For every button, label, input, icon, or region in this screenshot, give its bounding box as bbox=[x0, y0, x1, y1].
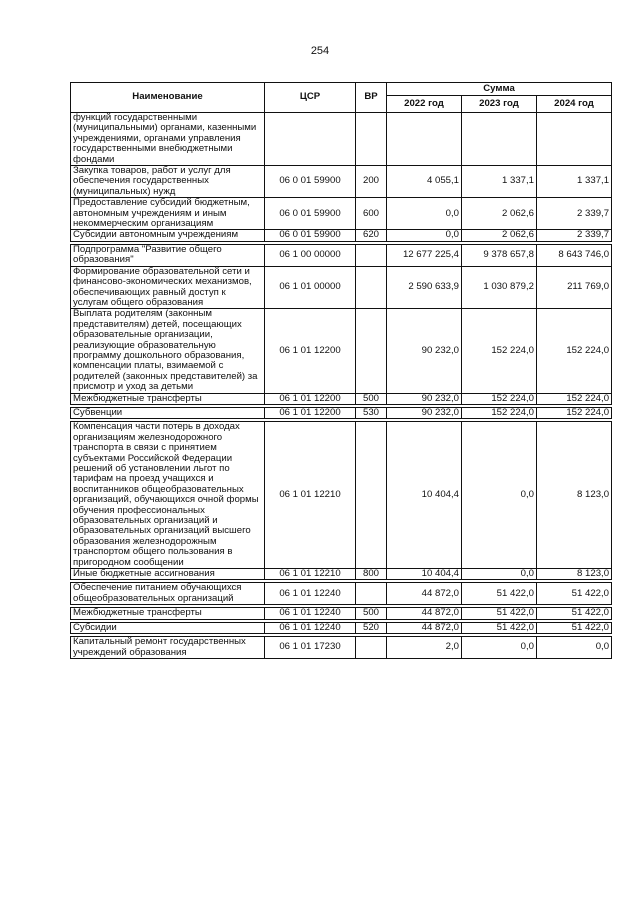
row-vr: 600 bbox=[356, 198, 387, 230]
row-name: функций государственными (муниципальными) органами, казенными учреждениями, органами управления государственными внебюджетными фондами bbox=[71, 113, 265, 166]
row-vr bbox=[356, 266, 387, 309]
row-csr: 06 0 01 59900 bbox=[265, 230, 356, 241]
row-name: Капитальный ремонт государственных учреждений образования bbox=[71, 637, 265, 659]
row-value-2023: 0,0 bbox=[462, 569, 537, 580]
row-value-2022: 12 677 225,4 bbox=[387, 244, 462, 266]
table-row bbox=[71, 569, 612, 580]
row-value-2022: 44 872,0 bbox=[387, 622, 462, 633]
row-value-2024: 8 123,0 bbox=[537, 422, 612, 569]
row-name: Компенсация части потерь в доходах организациям железнодорожного транспорта в связи с принятием субъектами Российской Федерации решений об установлении льгот по тарифам на проезд учащихся и воспитанников общеобразовательных организаций, обучающихся очной формы обучения профессиональных образовательных организаций и образовательных организаций высшего образования железнодорожным транспортом общего пользования в пригородном сообщении bbox=[71, 422, 265, 569]
row-vr: 500 bbox=[356, 608, 387, 619]
row-name: Обеспечение питанием обучающихся общеобразовательных организаций bbox=[71, 583, 265, 605]
row-value-2024: 8 123,0 bbox=[537, 569, 612, 580]
row-vr: 500 bbox=[356, 393, 387, 404]
header-year-2024: 2024 год bbox=[537, 96, 612, 113]
row-csr: 06 0 01 59900 bbox=[265, 198, 356, 230]
row-value-2022: 0,0 bbox=[387, 230, 462, 241]
row-value-2024: 2 339,7 bbox=[537, 230, 612, 241]
row-value-2024: 152 224,0 bbox=[537, 407, 612, 418]
row-value-2023: 152 224,0 bbox=[462, 407, 537, 418]
row-value-2023: 51 422,0 bbox=[462, 608, 537, 619]
row-value-2022: 10 404,4 bbox=[387, 569, 462, 580]
row-value-2023: 9 378 657,8 bbox=[462, 244, 537, 266]
row-csr: 06 1 01 00000 bbox=[265, 266, 356, 309]
row-value-2023: 152 224,0 bbox=[462, 309, 537, 393]
row-csr: 06 1 01 17230 bbox=[265, 637, 356, 659]
row-value-2022 bbox=[387, 113, 462, 166]
row-csr: 06 1 01 12200 bbox=[265, 393, 356, 404]
table-row bbox=[71, 583, 612, 605]
row-csr: 06 1 01 12210 bbox=[265, 569, 356, 580]
row-value-2022: 10 404,4 bbox=[387, 422, 462, 569]
row-csr: 06 1 01 12200 bbox=[265, 407, 356, 418]
row-name: Предоставление субсидий бюджетным, автономным учреждениям и иным некоммерческим организациям bbox=[71, 198, 265, 230]
table-row bbox=[71, 422, 612, 569]
row-vr bbox=[356, 637, 387, 659]
row-name: Межбюджетные трансферты bbox=[71, 608, 265, 619]
header-vr: ВР bbox=[356, 83, 387, 113]
row-name: Субвенции bbox=[71, 407, 265, 418]
row-value-2022: 0,0 bbox=[387, 198, 462, 230]
row-vr bbox=[356, 309, 387, 393]
row-csr: 06 0 01 59900 bbox=[265, 166, 356, 198]
row-value-2024: 152 224,0 bbox=[537, 309, 612, 393]
table-header bbox=[71, 83, 612, 113]
table-row bbox=[71, 244, 612, 266]
row-vr bbox=[356, 422, 387, 569]
row-csr bbox=[265, 113, 356, 166]
row-value-2023: 0,0 bbox=[462, 637, 537, 659]
row-value-2022: 90 232,0 bbox=[387, 393, 462, 404]
table-row bbox=[71, 622, 612, 633]
row-value-2022: 2,0 bbox=[387, 637, 462, 659]
row-value-2022: 90 232,0 bbox=[387, 309, 462, 393]
table-row bbox=[71, 166, 612, 198]
row-name: Межбюджетные трансферты bbox=[71, 393, 265, 404]
row-value-2023: 2 062,6 bbox=[462, 198, 537, 230]
row-value-2022: 2 590 633,9 bbox=[387, 266, 462, 309]
row-value-2023: 51 422,0 bbox=[462, 583, 537, 605]
row-csr: 06 1 01 12210 bbox=[265, 422, 356, 569]
row-value-2024: 51 422,0 bbox=[537, 622, 612, 633]
row-value-2024: 51 422,0 bbox=[537, 583, 612, 605]
row-value-2022: 44 872,0 bbox=[387, 608, 462, 619]
row-csr: 06 1 01 12240 bbox=[265, 608, 356, 619]
header-csr: ЦСР bbox=[265, 83, 356, 113]
row-csr: 06 1 01 12240 bbox=[265, 622, 356, 633]
table-body bbox=[71, 113, 612, 659]
row-value-2023: 2 062,6 bbox=[462, 230, 537, 241]
row-value-2022: 90 232,0 bbox=[387, 407, 462, 418]
row-name: Закупка товаров, работ и услуг для обеспечения государственных (муниципальных) нужд bbox=[71, 166, 265, 198]
table-row bbox=[71, 608, 612, 619]
header-year-2023: 2023 год bbox=[462, 96, 537, 113]
header-name: Наименование bbox=[71, 83, 265, 113]
row-name: Субсидии bbox=[71, 622, 265, 633]
row-value-2023 bbox=[462, 113, 537, 166]
page-number: 254 bbox=[310, 45, 330, 57]
row-vr: 620 bbox=[356, 230, 387, 241]
row-value-2023: 1 337,1 bbox=[462, 166, 537, 198]
row-value-2022: 44 872,0 bbox=[387, 583, 462, 605]
table-row bbox=[71, 393, 612, 404]
row-name: Подпрограмма "Развитие общего образования" bbox=[71, 244, 265, 266]
row-name: Субсидии автономным учреждениям bbox=[71, 230, 265, 241]
row-csr: 06 1 01 12240 bbox=[265, 583, 356, 605]
header-sum: Сумма bbox=[387, 83, 612, 96]
row-value-2023: 152 224,0 bbox=[462, 393, 537, 404]
header-year-2022: 2022 год bbox=[387, 96, 462, 113]
row-value-2024: 1 337,1 bbox=[537, 166, 612, 198]
row-value-2023: 0,0 bbox=[462, 422, 537, 569]
row-vr: 800 bbox=[356, 569, 387, 580]
row-name: Формирование образовательной сети и финансово-экономических механизмов, обеспечивающих равный доступ к услугам общего образования bbox=[71, 266, 265, 309]
table-row bbox=[71, 198, 612, 230]
row-value-2024: 211 769,0 bbox=[537, 266, 612, 309]
row-vr bbox=[356, 583, 387, 605]
row-vr bbox=[356, 244, 387, 266]
row-name: Иные бюджетные ассигнования bbox=[71, 569, 265, 580]
row-value-2023: 51 422,0 bbox=[462, 622, 537, 633]
row-value-2024: 2 339,7 bbox=[537, 198, 612, 230]
row-value-2024: 0,0 bbox=[537, 637, 612, 659]
row-vr: 520 bbox=[356, 622, 387, 633]
row-csr: 06 1 01 12200 bbox=[265, 309, 356, 393]
table-row bbox=[71, 407, 612, 418]
row-name: Выплата родителям (законным представителям) детей, посещающих образовательные организации, реализующие образовательную программу дошкольного образования, компенсации платы, взимаемой с родителей (законных представителей) за присмотр и уход за детьми bbox=[71, 309, 265, 393]
table-row bbox=[71, 113, 612, 166]
row-value-2023: 1 030 879,2 bbox=[462, 266, 537, 309]
row-vr: 200 bbox=[356, 166, 387, 198]
row-vr bbox=[356, 113, 387, 166]
table-row bbox=[71, 230, 612, 241]
row-value-2024: 51 422,0 bbox=[537, 608, 612, 619]
row-vr: 530 bbox=[356, 407, 387, 418]
table-row bbox=[71, 309, 612, 393]
row-csr: 06 1 00 00000 bbox=[265, 244, 356, 266]
table-row bbox=[71, 637, 612, 659]
row-value-2022: 4 055,1 bbox=[387, 166, 462, 198]
row-value-2024 bbox=[537, 113, 612, 166]
budget-table bbox=[70, 82, 612, 659]
row-value-2024: 152 224,0 bbox=[537, 393, 612, 404]
table-row bbox=[71, 266, 612, 309]
row-value-2024: 8 643 746,0 bbox=[537, 244, 612, 266]
